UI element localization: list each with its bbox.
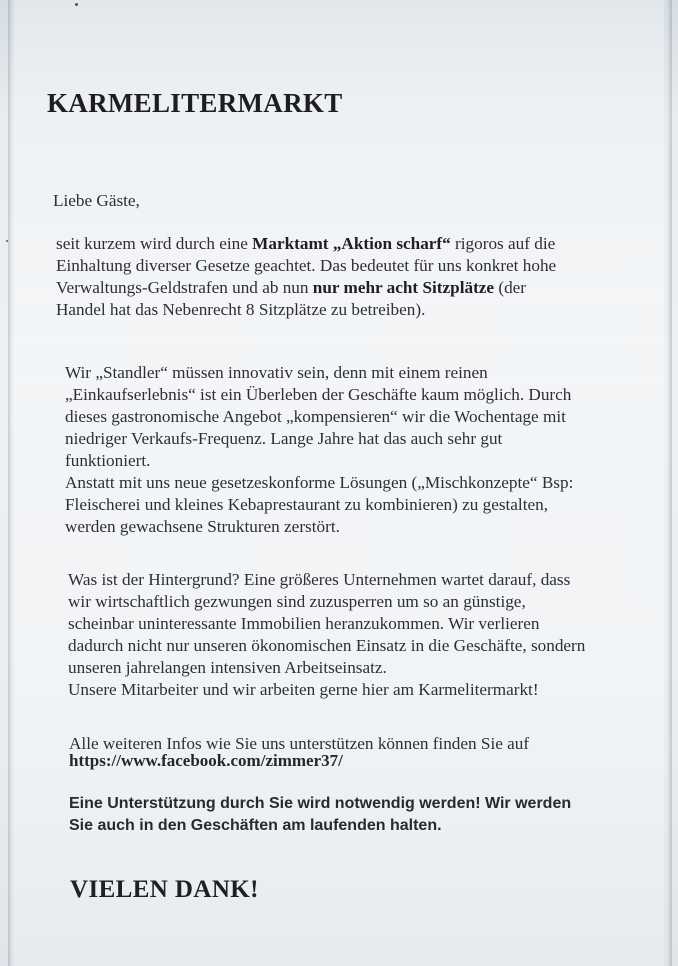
paragraph-line: Fleischerei und kleines Kebaprestaurant zu kombinieren) zu gestalten, [65,495,548,514]
paragraph-line: unseren jahrelangen intensiven Arbeitseinsatz. [68,658,387,677]
emphasis-text: nur mehr acht Sitzplätze [312,278,495,297]
sheet-edge-right [667,0,672,966]
text-span: rigoros auf die [450,234,556,253]
paragraph-line: niedriger Verkaufs-Frequenz. Lange Jahre hat das auch sehr gut [65,429,503,448]
support-line: Eine Unterstützung durch Sie wird notwendig werden! Wir werden [69,795,572,812]
paragraph-line [56,233,555,255]
paragraph-line: wir wirtschaftlich gezwungen sind zuzusperren um so an günstige, [68,592,526,611]
speck [75,3,78,6]
text-span: (der [494,278,527,297]
text-span: Verwaltungs-Geldstrafen und ab nun [56,278,313,297]
paragraph-line: „Einkaufserlebnis“ ist ein Überleben der Geschäfte kaum möglich. Durch [65,385,572,404]
paragraph-line: dadurch nicht nur unseren ökonomischen Einsatz in die Geschäfte, sondern [68,636,586,655]
paragraph-line: funktioniert. [65,451,151,470]
text-span: seit kurzem wird durch eine [56,234,253,253]
paragraph-line: Was ist der Hintergrund? Eine größeres Unternehmen wartet darauf, dass [68,570,571,589]
paragraph-line: Unsere Mitarbeiter und wir arbeiten gerne hier am Karmelitermarkt! [68,680,539,699]
paragraph-line: dieses gastronomische Angebot „kompensieren“ wir die Wochentage mit [65,407,566,426]
salutation: Liebe Gäste, [53,191,140,210]
info-text: Alle weiteren Infos wie Sie uns unterstützen können finden Sie auf [69,734,530,753]
speck [6,240,8,242]
sheet-edge-left [8,0,12,966]
paragraph-line [56,277,526,299]
facebook-link[interactable]: https://www.facebook.com/zimmer37/ [69,751,343,770]
emphasis-text: Marktamt „Aktion scharf“ [252,234,451,253]
page-title: KARMELITERMARKT [47,88,343,118]
paragraph-line: Anstatt mit uns neue gesetzeskonforme Lösungen („Mischkonzepte“ Bsp: [65,473,574,492]
paragraph-line: Einhaltung diverser Gesetze geachtet. Das bedeutet für uns konkret hohe [56,256,557,275]
closing-thanks: VIELEN DANK! [70,876,259,903]
paragraph-line: scheinbar uninteressante Immobilien heranzukommen. Wir verlieren [68,614,540,633]
paragraph-line: Wir „Standler“ müssen innovativ sein, denn mit einem reinen [65,363,488,382]
support-line: Sie auch in den Geschäften am laufenden halten. [69,817,442,834]
paragraph-line: Handel hat das Nebenrecht 8 Sitzplätze zu betreiben). [56,300,426,319]
paragraph-line: werden gewachsene Strukturen zerstört. [65,517,340,536]
